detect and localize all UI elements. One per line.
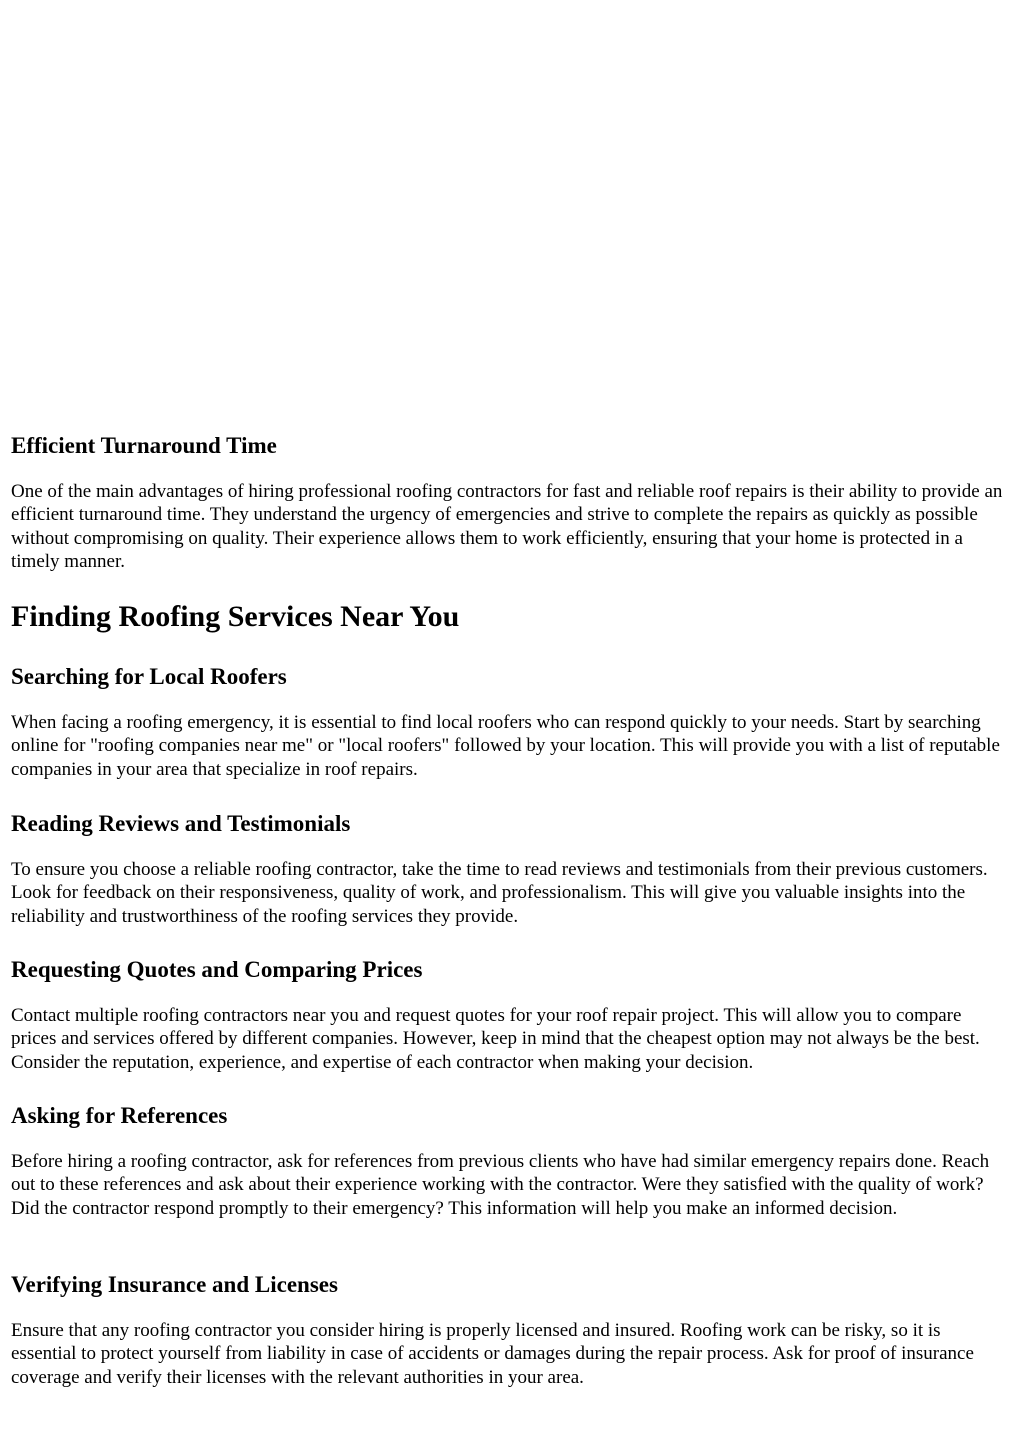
main-heading: Finding Roofing Services Near You [11,600,460,633]
subsection-paragraph: Ensure that any roofing contractor you consider hiring is properly licensed and insured. Roofing work can be risky, so it is essential to protect yourself from liability in case of accidents or damages during the repair process. Ask for proof of insurance coverage and verify their licenses with the relevant authorities in your area. [11,1320,974,1388]
section-paragraph: One of the main advantages of hiring professional roofing contractors for fast and reliable roof repairs is their ability to provide an efficient turnaround time. They understand the urgency of emergencies and strive to complete the repairs as quickly as possible without compromising on quality. Their experience allows them to work efficiently, ensuring that your home is protected in a timely manner. [11,481,1003,572]
subsection-paragraph: Before hiring a roofing contractor, ask for references from previous clients who have had similar emergency repairs done. Reach out to these references and ask about their experience working with the contractor. Were they satisfied with the quality of work? Did the contractor respond promptly to their emergency? This information will help you make an informed decision. [11,1151,990,1219]
subsection-heading: Searching for Local Roofers [11,664,287,689]
subsection-heading: Asking for References [11,1103,228,1128]
section-efficient-turnaround [11,432,1010,573]
subsection-heading: Reading Reviews and Testimonials [11,811,351,836]
subsection-local-roofers [11,663,1010,781]
subsection-references [11,1102,1010,1220]
subsection-paragraph: To ensure you choose a reliable roofing contractor, take the time to read reviews and testimonials from their previous customers. Look for feedback on their responsiveness, quality of work, and professionalism. This will give you valuable insights into the reliability and trustworthiness of the roofing services they provide. [11,859,988,927]
subsection-heading: Requesting Quotes and Comparing Prices [11,957,423,982]
subsection-reviews [11,810,1010,928]
section-heading: Efficient Turnaround Time [11,433,277,458]
subsection-insurance [11,1271,1010,1389]
subsection-paragraph: Contact multiple roofing contractors near you and request quotes for your roof repair project. This will allow you to compare prices and services offered by different companies. However, keep in mind that the cheapest option may not always be the best. Consider the reputation, experience, and expertise of each contractor when making your decision. [11,1005,980,1073]
subsection-quotes [11,956,1010,1074]
subsection-heading: Verifying Insurance and Licenses [11,1272,338,1297]
subsection-paragraph: When facing a roofing emergency, it is essential to find local roofers who can respond quickly to your needs. Start by searching online for "roofing companies near me" or "local roofers" followed by your location. This will provide you with a list of reputable companies in your area that specialize in roof repairs. [11,712,1000,780]
